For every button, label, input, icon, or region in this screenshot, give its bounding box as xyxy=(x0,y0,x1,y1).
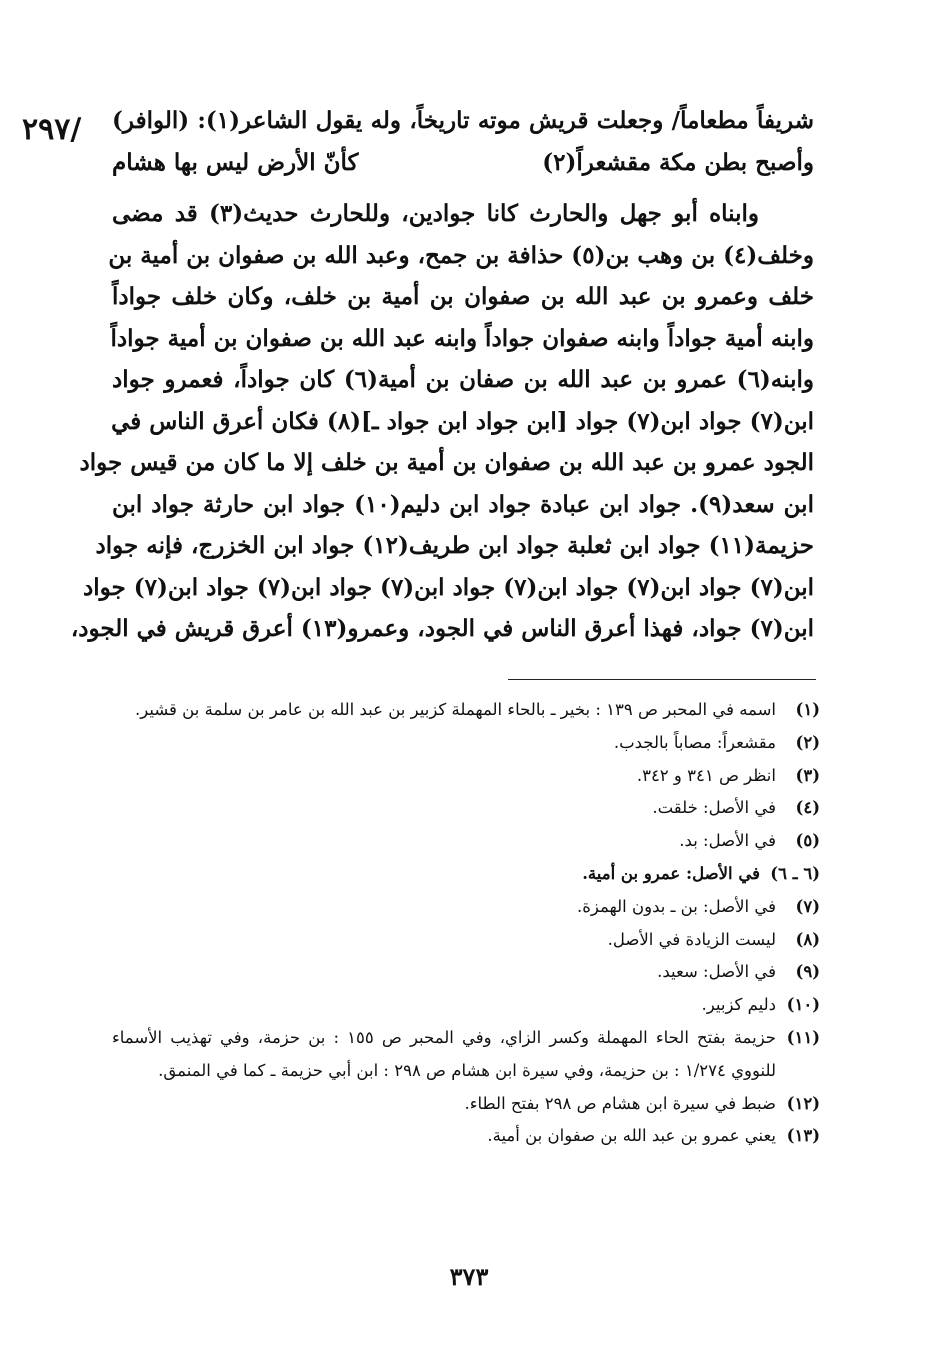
body-line: خلف وعمرو بن عبد الله بن صفوان بن أمية بن خلف، وكان خلف جواداً xyxy=(112,283,814,310)
footnote-number: (٣) xyxy=(795,765,820,785)
footnote-number: (٥) xyxy=(795,831,820,851)
body-line: وابنه أمية جواداً وابنه صفوان جواداً وابنه عبد الله بن صفوان بن أمية جواداً xyxy=(110,324,814,352)
footnote xyxy=(112,760,820,793)
page-number: ٣٧٣ xyxy=(449,1262,489,1291)
poetry-verse xyxy=(112,142,814,184)
footnote xyxy=(112,1120,820,1153)
footnote-number: (٧) xyxy=(795,896,820,916)
footnote-text: اسمه في المحبر ص ١٣٩ : بخير ـ بالحاء المهملة كزبير بن عبد الله بن عامر بن سلمة بن قشير. xyxy=(135,700,776,719)
footnote xyxy=(112,825,820,858)
body-line: وابنه(٦) عمرو بن عبد الله بن صفان بن أمية(٦) كان جواداً، فعمرو جواد xyxy=(112,366,814,393)
footnote-text: مقشعراً: مصاباً بالجدب. xyxy=(613,732,776,752)
footnote xyxy=(112,924,820,957)
footnote-number: (٤) xyxy=(795,798,820,818)
footnote-text: يعني عمرو بن عبد الله بن صفوان بن أمية. xyxy=(487,1126,776,1146)
footnote-text: في الأصل: خلقت. xyxy=(652,798,776,818)
footnote-text: ليست الزيادة في الأصل. xyxy=(607,929,776,949)
main-text xyxy=(70,100,814,650)
footnote-text: ضبط في سيرة ابن هشام ص ٢٩٨ بفتح الطاء. xyxy=(464,1093,776,1113)
footnote xyxy=(112,727,820,760)
body-line: وخلف(٤) بن وهب بن(٥) حذافة بن جمح، وعبد الله بن صفوان بن أمية بن xyxy=(108,241,814,269)
footnote xyxy=(112,956,820,989)
verse-second-hemistich: كأنّ الأرض ليس بها هشام xyxy=(112,148,359,176)
footnote xyxy=(112,1088,820,1121)
verse-intro: شريفاً مطعاماً/ وجعلت قريش موته تاريخاً، وله يقول الشاعر(١): (الوافر) xyxy=(112,107,814,134)
footnote xyxy=(112,891,820,924)
footnote xyxy=(112,989,820,1022)
body-line: ابن(٧) جواد، فهذا أعرق الناس في الجود، وعمرو(١٣) أعرق قريش في الجود، xyxy=(70,615,814,642)
footnotes xyxy=(112,694,820,1153)
footnote-number: (١١) xyxy=(786,1027,820,1047)
footnote-number: (٢) xyxy=(795,732,820,752)
footnote xyxy=(112,858,820,891)
footnote-text: في الأصل: سعيد. xyxy=(657,962,776,982)
body-line: ابن(٧) جواد ابن(٧) جواد ابن(٧) جواد ابن(٧) جواد ابن(٧) جواد ابن(٧) جواد xyxy=(82,573,814,601)
footnote-text: في الأصل: بد. xyxy=(679,831,776,851)
body-line: ابن سعد(٩). جواد ابن عبادة جواد ابن دليم(١٠) جواد ابن حارثة جواد ابن xyxy=(112,490,814,518)
footnote-text: انظر ص ٣٤١ و ٣٤٢. xyxy=(636,765,776,785)
footnote-text: حزيمة بفتح الحاء المهملة وكسر الزاي، وفي المحبر ص ١٥٥ : بن حزمة، وفي تهذيب الأسماء للنووي ١/٢٧٤ : بن حزيمة، وفي سيرة ابن هشام ص ٢٩٨ : ابن أبي حزيمة ـ كما في المنمق. xyxy=(112,1027,776,1080)
footnote-number: (١٣) xyxy=(786,1126,820,1146)
footnote xyxy=(112,1022,820,1088)
body-line: ابن(٧) جواد ابن(٧) جواد [ابن جواد ابن جواد ـ](٨) فكان أعرق الناس في xyxy=(111,407,814,435)
body-line: وابناه أبو جهل والحارث كانا جوادين، وللحارث حديث(٣) قد مضى xyxy=(112,200,759,227)
body-line: الجود عمرو بن عبد الله بن صفوان بن أمية بن خلف إلا ما كان من قيس جواد xyxy=(79,449,814,476)
verse-first-hemistich: وأصبح بطن مكة مقشعراً(٢) xyxy=(542,148,814,176)
footnote-number: (١٠) xyxy=(786,995,820,1015)
footnote-number: (٨) xyxy=(795,929,820,949)
footnote-number: (١٢) xyxy=(786,1093,820,1113)
footnote-text: في الأصل: عمرو بن أمية. xyxy=(582,863,760,883)
footnote-number: (٩) xyxy=(795,962,820,982)
footnote xyxy=(112,792,820,825)
footnote-text: في الأصل: بن ـ بدون الهمزة. xyxy=(577,896,776,916)
verse-gap xyxy=(112,183,814,193)
margin-page-reference: ٢٩٧/ xyxy=(22,112,82,147)
footnote-separator xyxy=(508,679,816,680)
footnote-number: (١) xyxy=(795,700,820,719)
footnote xyxy=(112,694,820,727)
footnote-text: دليم كزبير. xyxy=(701,995,776,1015)
body-line: حزيمة(١١) جواد ابن ثعلبة جواد ابن طريف(١٢) جواد ابن الخزرج، فإنه جواد xyxy=(95,532,814,559)
footnote-number: (٦ ـ ٦) xyxy=(770,863,820,883)
